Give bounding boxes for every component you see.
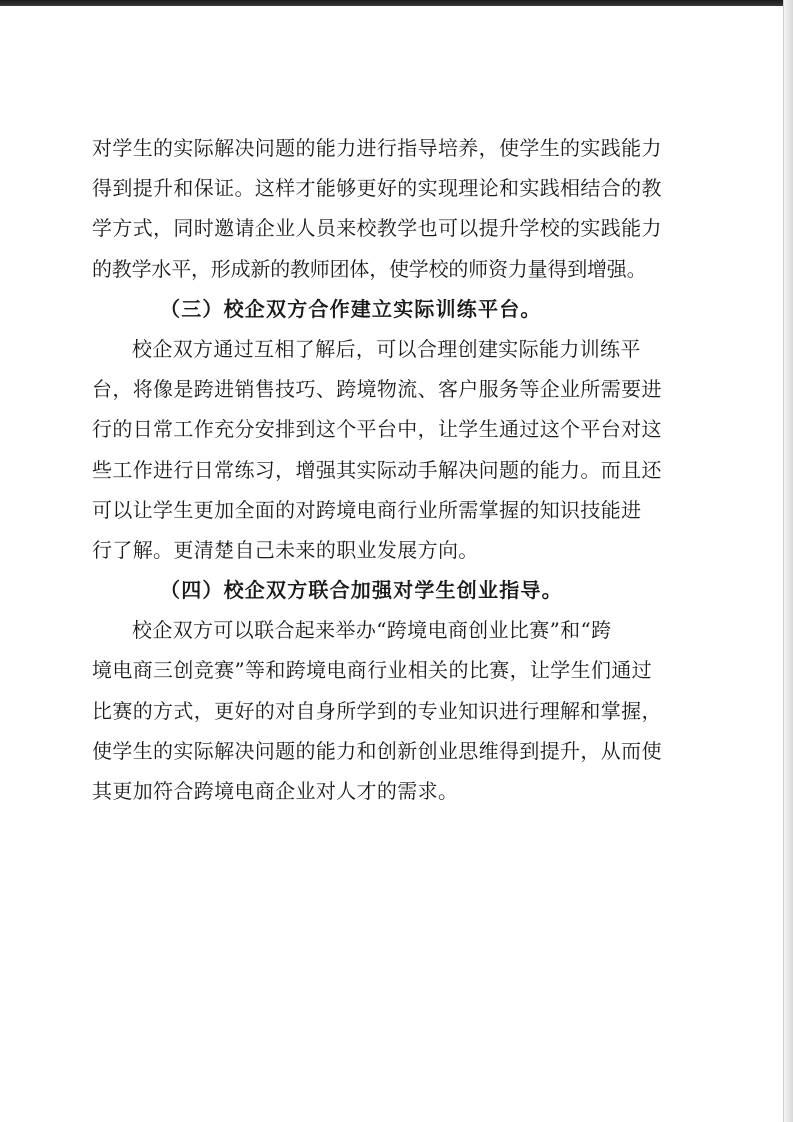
document-page bbox=[92, 128, 688, 811]
paragraph-training-platform bbox=[92, 329, 688, 570]
scan-top-edge bbox=[0, 0, 793, 6]
text-line: 对学生的实际解决问题的能力进行指导培养，使学生的实践能力 bbox=[92, 136, 662, 160]
section-heading-3: （三）校企双方合作建立实际训练平台。 bbox=[160, 296, 542, 321]
text-line: 台，将像是跨进销售技巧、跨境物流、客户服务等企业所需要进 bbox=[92, 377, 662, 402]
text-line: 行的日常工作充分安排到这个平台中，让学生通过这个平台对这 bbox=[92, 417, 662, 442]
text-line: 校企双方通过互相了解后，可以合理创建实际能力训练平 bbox=[132, 336, 641, 361]
text-line: 学方式，同时邀请企业人员来校教学也可以提升学校的实践能力 bbox=[92, 216, 662, 241]
scan-right-edge bbox=[784, 0, 793, 1122]
text-line: 行了解。更清楚自己未来的职业发展方向。 bbox=[92, 537, 479, 562]
paragraph-entrepreneurship bbox=[92, 610, 688, 811]
text-line: 的教学水平，形成新的教师团体，使学校的师资力量得到增强。 bbox=[92, 256, 647, 281]
text-line: 些工作进行日常练习，增强其实际动手解决问题的能力。而且还 bbox=[92, 457, 662, 482]
text-line: 得到提升和保证。这样才能够更好的实现理论和实践相结合的教 bbox=[92, 176, 662, 201]
paragraph-continued bbox=[92, 128, 688, 289]
text-line: 可以让学生更加全面的对跨境电商行业所需掌握的知识技能进 bbox=[92, 497, 642, 522]
text-line: 校企双方可以联合起来举办“跨境电商创业比赛”和“跨 bbox=[132, 618, 612, 643]
text-line: 其更加符合跨境电商企业对人才的需求。 bbox=[92, 779, 459, 803]
text-line: 使学生的实际解决问题的能力和创新创业思维得到提升，从而使 bbox=[92, 738, 662, 763]
text-line: 境电商三创竞赛”等和跨境电商行业相关的比赛，让学生们通过 bbox=[92, 658, 653, 683]
section-heading-4: （四）校企双方联合加强对学生创业指导。 bbox=[160, 578, 563, 603]
text-line: 比赛的方式，更好的对自身所学到的专业知识进行理解和掌握， bbox=[92, 698, 662, 723]
